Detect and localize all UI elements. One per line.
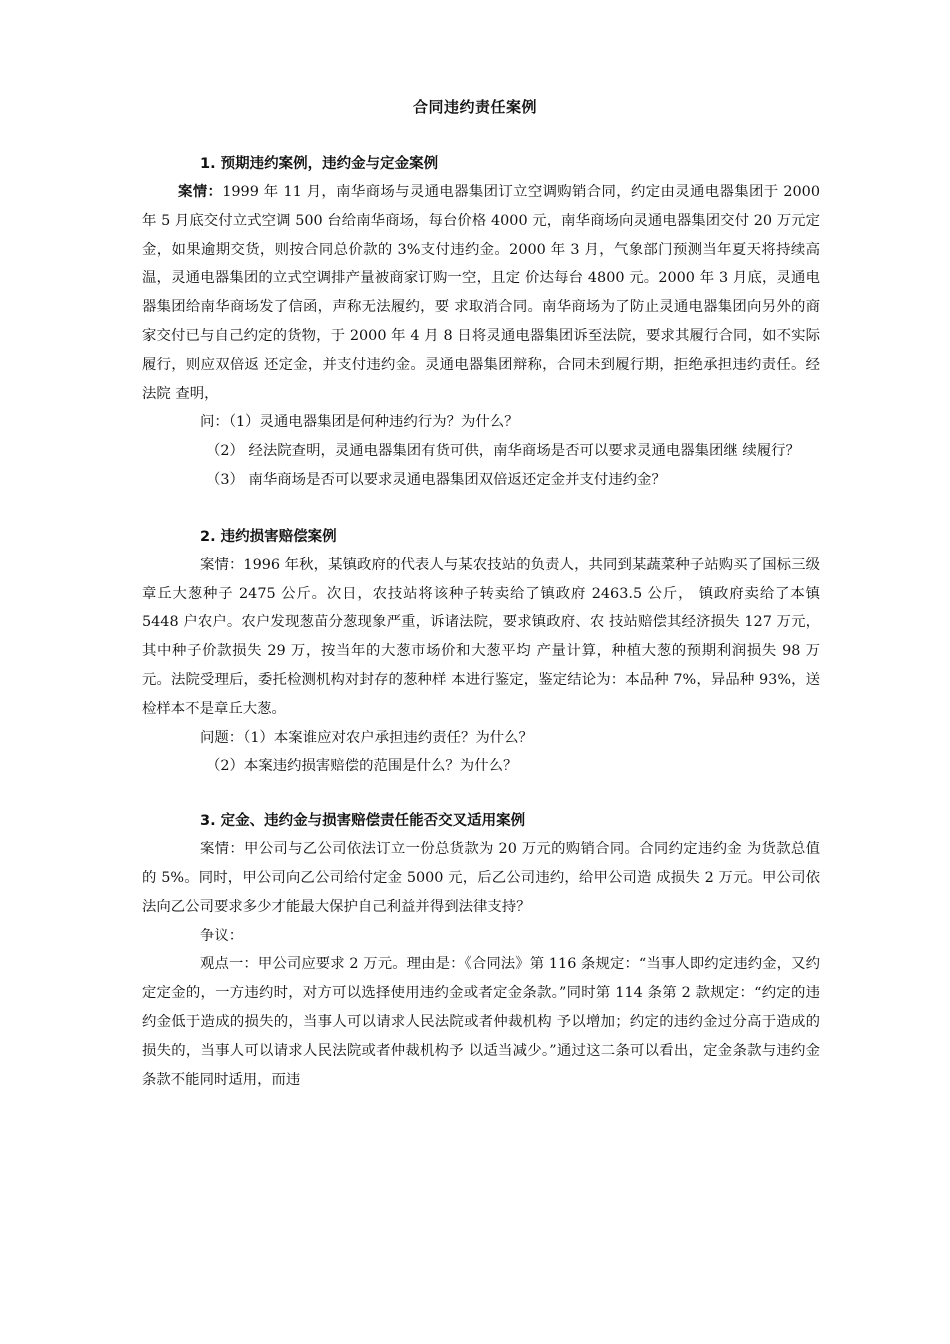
- section-3-case-text: 案情：甲公司与乙公司依法订立一份总货款为 20 万元的购销合同。合同约定违约金 为货款总值的 5%。同时，甲公司向乙公司给付定金 5000 元，后乙公司违约，给甲公司造 成损失 2 万元。甲公司依法向乙公司要求多少才能最大保护自己利益并得到法律支持？: [142, 841, 820, 915]
- section-3-heading: 3. 定金、违约金与损害赔偿责任能否交叉适用案例: [200, 813, 526, 830]
- section-1-question-3: （3） 南华商场是否可以要求灵通电器集团双倍返还定金并支付违约金？: [206, 471, 666, 488]
- document-body: [142, 150, 820, 1094]
- section-1-heading: 1. 预期违约案例，违约金与定金案例: [200, 156, 439, 172]
- document-title: 合同违约责任案例: [412, 98, 537, 116]
- section-2-case-text: 案情：1996 年秋，某镇政府的代表人与某农技站的负责人，共同到某蔬菜种子站购买了国标三级章丘大葱种子 2475 公斤。次日，农技站将该种子转卖给了镇政府 2463.5 公斤， 镇政府卖给了本镇 5448 户农户。农户发现葱苗分葱现象严重，诉诸法院，要求镇政府、农 技站赔偿其经济损失 127 万元，其中种子价款损失 29 万，按当年的大葱市场价和大葱平均 产量计算，种植大葱的预期利润损失 98 万元。法院受理后，委托检测机构对封存的葱种样 本进行鉴定，鉴定结论为：本品种 7%，异品种 93%，送检样本不是章丘大葱。: [142, 556, 820, 717]
- section-2-question-2: （2）本案违约损害赔偿的范围是什么？为什么？: [206, 758, 518, 775]
- section-spacer: [142, 781, 820, 807]
- section-1-case-paragraph: [142, 178, 820, 408]
- section-1-question-1: 问：（1）灵通电器集团是何种违约行为？为什么？: [200, 414, 519, 431]
- section-3-dispute-label: 争议：: [200, 927, 244, 944]
- section-2-question-1: 问题：（1）本案谁应对农户承担违约责任？为什么？: [200, 729, 533, 746]
- section-spacer: [142, 495, 820, 523]
- case-label: 案情：: [178, 184, 223, 200]
- section-1-question-2: （2） 经法院查明，灵通电器集团有货可供，南华商场是否可以要求灵通电器集团继 续履行？: [206, 443, 800, 460]
- section-3-view-1: 观点一：甲公司应要求 2 万元。理由是：《合同法》第 116 条规定：“当事人即约定违约金，又约定定金的，一方违约时，对方可以选择使用违约金或者定金条款。”同时第 114 条第 2 款规定：“约定的违约金低于造成的损失的，当事人可以请求人民法院或者仲裁机构 予以增加；约定的违约金过分高于造成的损失的，当事人可以请求人民法院或者仲裁机构予 以适当减少。”通过这二条可以看出，定金条款与违约金条款不能同时适用，而违: [142, 956, 820, 1088]
- section-2-heading: 2. 违约损害赔偿案例: [200, 528, 337, 545]
- section-1-case-text: 1999 年 11 月，南华商场与灵通电器集团订立空调购销合同，约定由灵通电器集团于 2000 年 5 月底交付立式空调 500 台给南华商场，每台价格 4000 元，南华商场向灵通电器集团交付 20 万元定金，如果逾期交货，则按合同总价款的 3%支付违约金。2000 年 3 月，气象部门预测当年夏天将持续高温，灵通电器集团的立式空调排产量被商家订购一空，且定 价达每台 4800 元。2000 年 3 月底，灵通电器集团给南华商场发了信函，声称无法履约，要 求取消合同。南华商场为了防止灵通电器集团向另外的商家交付已与自己约定的货物，于 2000 年 4 月 8 日将灵通电器集团诉至法院，要求其履行合同，如不实际履行，则应双倍返 还定金，并支付违约金。灵通电器集团辩称，合同未到履行期，拒绝承担违约责任。经法院 查明，: [142, 184, 820, 402]
